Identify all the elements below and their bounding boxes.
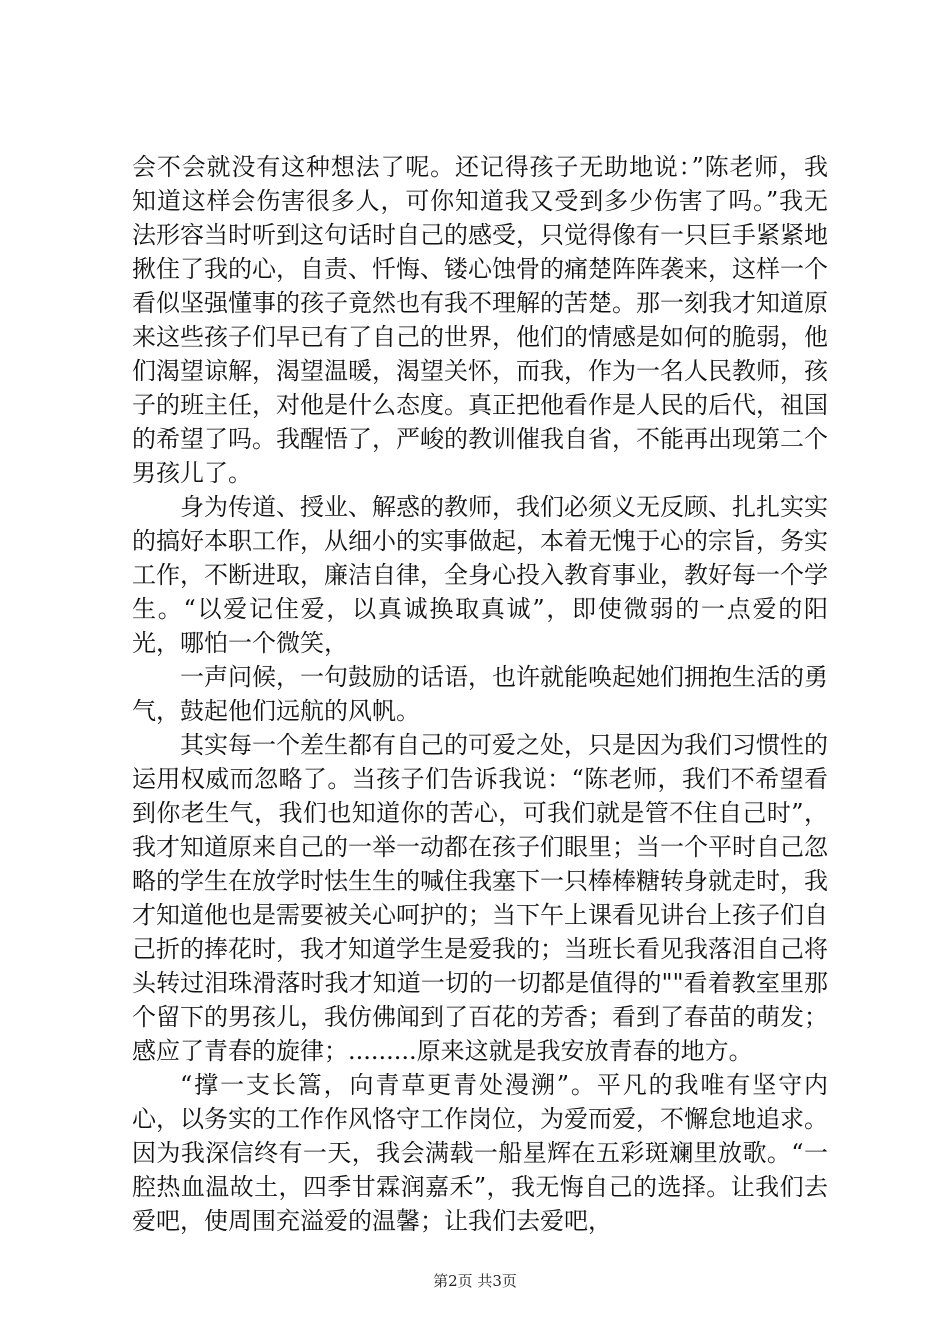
paragraph-3: 一声问候，一句鼓励的话语，也许就能唤起她们拥抱生活的勇气，鼓起他们远航的风帆。 bbox=[132, 663, 828, 725]
paragraph-4: 其实每一个差生都有自己的可爱之处，只是因为我们习惯性的运用权威而忽略了。当孩子们告诉我说：“陈老师，我们不希望看到你老生气，我们也知道你的苦心，可我们就是管不住自己时”，我才知道原来自己的一举一动都在孩子们眼里；当一个平时自己忽略的学生在放学时怯生生的喊住我塞下一只棒棒糖转身就走时，我才知道他也是需要被关心呵护的；当下午上课看见讲台上孩子们自己折的捧花时，我才知道学生是爱我的；当班长看见我落泪自己将头转过泪珠滑落时我才知道一切的一切都是值得的""看着教室里那个留下的男孩儿，我仿佛闻到了百花的芳香；看到了春苗的萌发；感应了青春的旋律；.........原来这就是我安放青春的地方。 bbox=[132, 731, 828, 1065]
paragraph-5: “撑一支长篙，向青草更青处漫溯”。平凡的我唯有坚守内心，以务实的工作作风恪守工作岗位，为爱而爱，不懈怠地追求。因为我深信终有一天，我会满载一船星辉在五彩斑斓里放歌。“一腔热血温故土，四季甘霖润嘉禾”，我无悔自己的选择。让我们去爱吧，使周围充溢爱的温馨；让我们去爱吧， bbox=[132, 1071, 828, 1235]
paragraph-1: 会不会就没有这种想法了呢。还记得孩子无助地说：”陈老师，我知道这样会伤害很多人，可你知道我又受到多少伤害了吗。”我无法形容当时听到这句话时自己的感受，只觉得像有一只巨手紧紧地揪住了我的心，自责、忏悔、镂心蚀骨的痛楚阵阵袭来，这样一个看似坚强懂事的孩子竟然也有我不理解的苦楚。那一刻我才知道原来这些孩子们早已有了自己的世界，他们的情感是如何的脆弱，他们渴望谅解，渴望温暖，渴望关怀，而我，作为一名人民教师，孩子的班主任，对他是什么态度。真正把他看作是人民的后代，祖国的希望了吗。我醒悟了，严峻的教训催我自省，不能再出现第二个男孩儿了。 bbox=[132, 153, 828, 487]
page-number-footer: 第2页 共3页 bbox=[433, 1272, 517, 1290]
paragraph-2: 身为传道、授业、解惑的教师，我们必须义无反顾、扎扎实实的搞好本职工作，从细小的实事做起，本着无愧于心的宗旨，务实工作，不断进取，廉洁自律，全身心投入教育事业，教好每一个学生。“以爱记住爱，以真诚换取真诚”，即使微弱的一点爱的阳光，哪怕一个微笑， bbox=[132, 493, 828, 657]
document-body bbox=[132, 150, 828, 1238]
